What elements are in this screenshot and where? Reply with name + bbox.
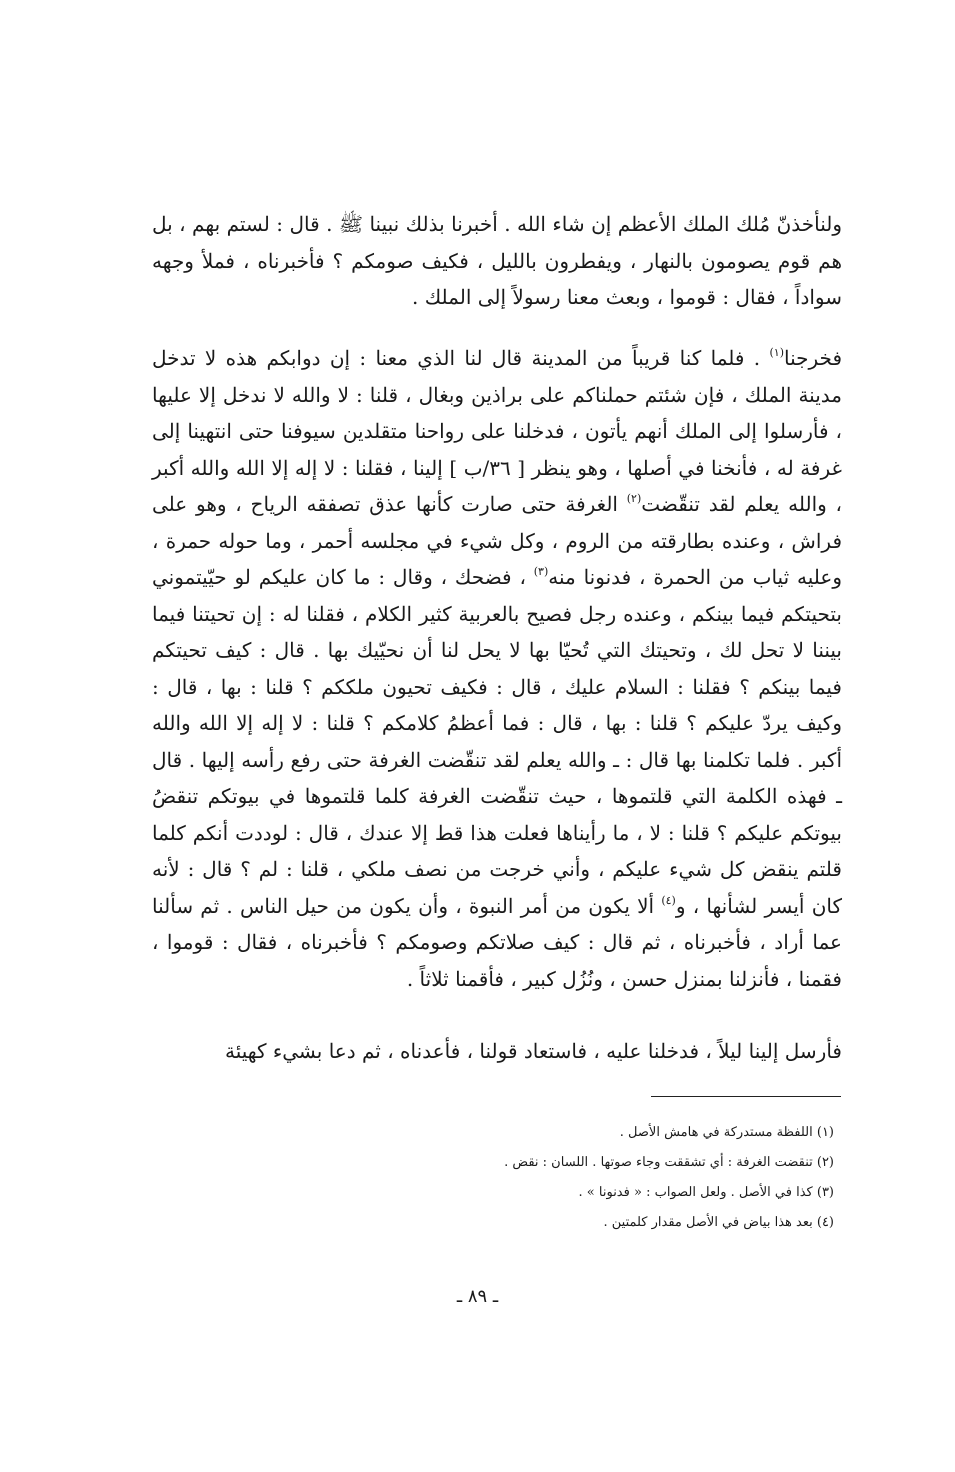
footnote-1: (١) اللفظة مستدركة في هامش الأصل .: [619, 1125, 834, 1140]
paragraph-2: [152, 340, 842, 997]
footnote-marker-2: (٢): [626, 492, 642, 505]
paragraph-3-text: فأرسل إلينا ليلاً ، فدخلنا عليه ، فاستعاد قولنا ، فأعدناه ، ثم دعا بشيء كهيئة: [224, 1039, 842, 1063]
paragraph-2-text: [152, 340, 842, 997]
footnote-4: (٤) بعد هذا بياض في الأصل مقدار كلمتين .: [603, 1215, 834, 1230]
paragraph-1: [152, 206, 842, 316]
paragraph-2-segment-4: ، فضحك ، وقال : ما كان عليكم لو حيّيتموني بتحيتكم فيما بينكم ، وعنده رجل فصيح بالعربية كثير الكلام ، فقلنا له : إن تحيتنا فيما بيننا لا تحل لك ، وتحيتك التي تُحيّا بها لا يحل لنا أن نحيّيك بها . قال : كيف تحيتكم فيما بينكم ؟ فقلنا : السلام عليك ، قال : فكيف تحيون ملككم ؟ قلنا : بها ، قال : وكيف يردّ عليكم ؟ قلنا : بها ، قال : فما أعظمُ كلامكم ؟ قلنا : لا إله إلا الله والله أكبر . فلما تكلمنا بها قال : ـ والله يعلم لقد تنقّضت الغرفة حتى رفع رأسه إليها . قال ـ فهذه الكلمة التي قلتموها ، حيث تنقّضت الغرفة كلما قلتموها في بيوتكم تنقضُ بيوتكم عليكم ؟ قلنا : لا ، ما رأيناها فعلت هذا قط إلا عندك ، قال : لوددت أنكم كلما قلتم ينقض كل شيء عليكم ، وأني خرجت من نصف ملكي ، قلنا : لم ؟ قال : لأنه كان أيسر لشأنها ، و: [152, 565, 842, 918]
footnote-2: (٢) تنقضت الغرفة : أي تشققت وجاء صوتها . اللسان : نقض .: [504, 1155, 834, 1170]
paragraph-2-segment-3: الغرفة حتى صارت كأنها عذق تصفقه الرياح ، وهو على فراش ، وعنده بطارقته من الروم ، وكل شيء في مجلسه أحمر ، وما حوله حمرة ، وعليه ثياب من الحمرة ، فدنونا منه: [152, 492, 842, 589]
paragraph-2-segment-5: ألا يكون من أمر النبوة ، وأن يكون من حيل الناس . ثم سألنا عما أراد ، فأخبرناه ، ثم قال : كيف صلاتكم وصومكم ؟ فأخبرناه ، فقال : قوموا ، فقمنا ، فأنزلنا بمنزل حسن ، ونُزُل كبير ، فأقمنا ثلاثاً .: [152, 893, 842, 991]
paragraph-3: [152, 1033, 842, 1070]
footnotes: [152, 1118, 842, 1238]
footnote-3: (٣) كذا في الأصل . ولعل الصواب : « فدنونا » .: [578, 1185, 834, 1200]
page-number: ـ ٨٩ ـ: [456, 1286, 499, 1307]
footnote-marker-3: (٣): [533, 565, 549, 578]
footnote-separator: [651, 1096, 841, 1097]
footnote-marker-4: (٤): [661, 893, 676, 907]
footnote-marker-1: (١): [769, 346, 784, 359]
paragraph-1-text: ولنأخذنّ مُلك الملك الأعظم إن شاء الله . أخبرنا بذلك نبينا ﷺ . قال : لستم بهم ، بل هم قوم يصومون بالنهار ، ويفطرون بالليل ، فكيف صومكم ؟ فأخبرناه ، فملأ وجهه سواداً ، فقال : قوموا ، وبعث معنا رسولاً إلى الملك .: [152, 212, 842, 309]
paragraph-2-segment-1: فخرجنا: [784, 346, 842, 370]
paragraph-2-segment-2: . فلما كنا قريباً من المدينة قال لنا الذي معنا : إن دوابكم هذه لا تدخل مدينة الملك ، فإن شئتم حملناكم على براذين وبغال ، قلنا : لا والله لا ندخل إلا عليها ، فأرسلوا إلى الملك أنهم يأتون ، فدخلنا على رواحنا متقلدين سيوفنا حتى انتهينا إلى غرفة له ، فأنخنا في أصلها ، وهو ينظر [ ٣٦/ب ] إلينا ، فقلنا : لا إله إلا الله والله أكبر ، والله يعلم لقد تنقّضت: [152, 346, 843, 516]
